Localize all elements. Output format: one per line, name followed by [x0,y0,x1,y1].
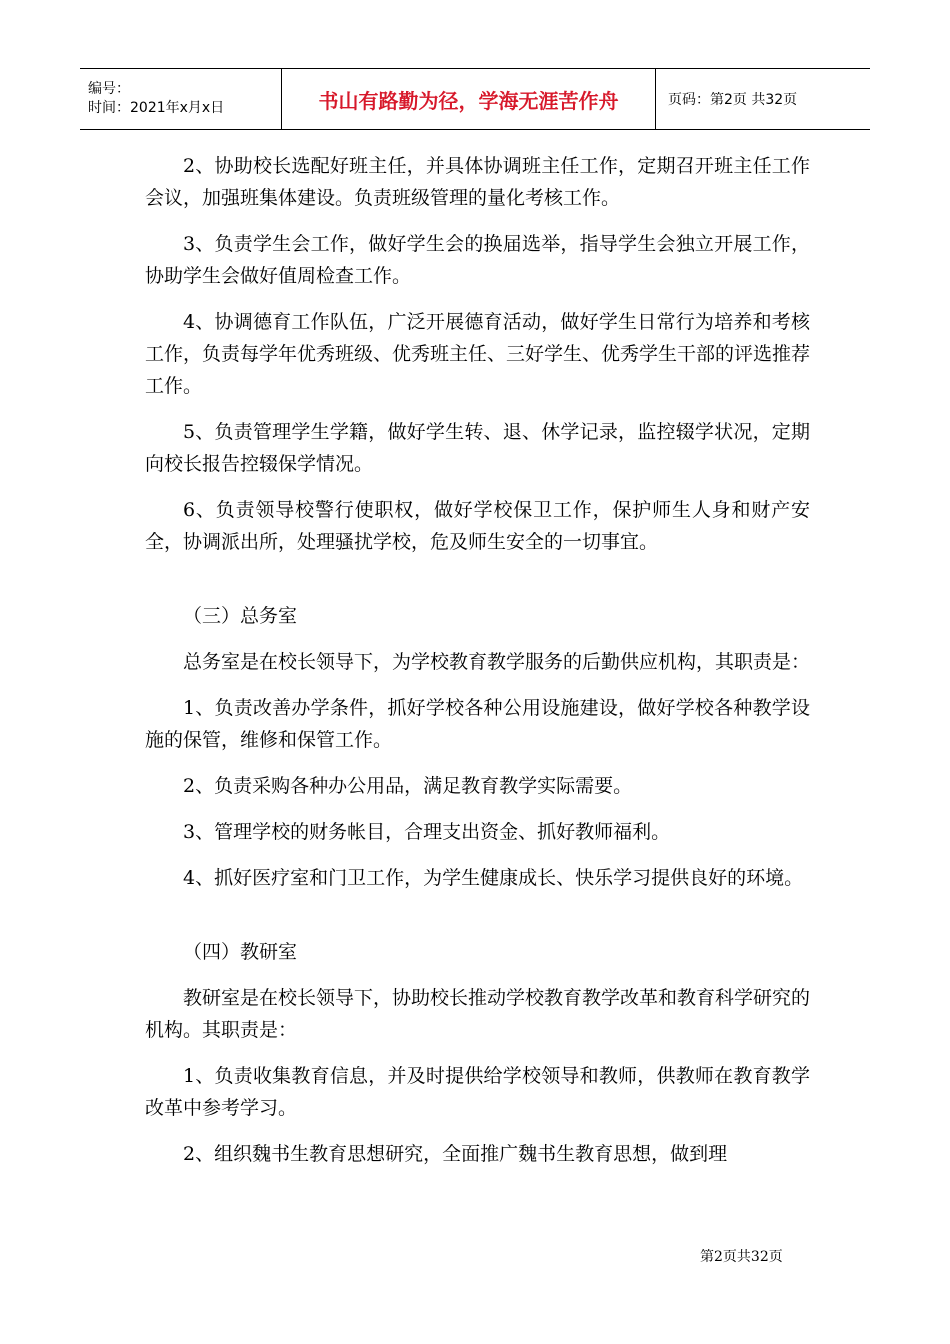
paragraph: 6、负责领导校警行使职权，做好学校保卫工作，保护师生人身和财产安全，协调派出所，处理骚扰学校，危及师生安全的一切事宜。 [145,499,810,553]
document-body [145,150,810,1184]
paragraph: 3、管理学校的财务帐目，合理支出资金、抓好教师福利。 [183,821,671,843]
paragraph: 总务室是在校长领导下，为学校教育教学服务的后勤供应机构，其职责是： [183,651,811,673]
header-motto [282,69,656,129]
section-title-general-affairs: （三）总务室 [183,605,298,627]
paragraph: 2、协助校长选配好班主任，并具体协调班主任工作，定期召开班主任工作会议，加强班集体建设。负责班级管理的量化考核工作。 [145,155,810,209]
paragraph: 2、组织魏书生教育思想研究，全面推广魏书生教育思想，做到理 [183,1143,728,1165]
paragraph: 2、负责采购各种办公用品，满足教育教学实际需要。 [183,775,633,797]
paragraph: 教研室是在校长领导下，协助校长推动学校教育教学改革和教育科学研究的机构。其职责是： [145,987,811,1041]
paragraph: 1、负责收集教育信息，并及时提供给学校领导和教师，供教师在教育教学改革中参考学习。 [145,1065,810,1119]
header-page-info [656,69,870,129]
document-header [80,68,870,130]
motto-text: 书山有路勤为径，学海无涯苦作舟 [318,88,619,113]
header-meta [80,69,282,129]
page-label: 页码：第2页 共32页 [668,92,798,108]
page-footer: 第2页共32页 [700,1249,783,1265]
paragraph: 5、负责管理学生学籍，做好学生转、退、休学记录，监控辍学状况，定期向校长报告控辍保学情况。 [145,421,810,475]
paragraph: 4、协调德育工作队伍，广泛开展德育活动，做好学生日常行为培养和考核工作，负责每学年优秀班级、优秀班主任、三好学生、优秀学生干部的评选推荐工作。 [145,311,811,397]
paragraph: 3、负责学生会工作，做好学生会的换届选举，指导学生会独立开展工作，协助学生会做好值周检查工作。 [145,233,810,287]
paragraph: 4、抓好医疗室和门卫工作，为学生健康成长、快乐学习提供良好的环境。 [183,867,804,889]
time-label: 时间：2021年x月x日 [88,100,225,116]
code-label: 编号： [88,81,130,97]
section-title-teaching-research: （四）教研室 [183,941,298,963]
paragraph: 1、负责改善办学条件，抓好学校各种公用设施建设，做好学校各种教学设施的保管，维修和保管工作。 [145,697,810,751]
